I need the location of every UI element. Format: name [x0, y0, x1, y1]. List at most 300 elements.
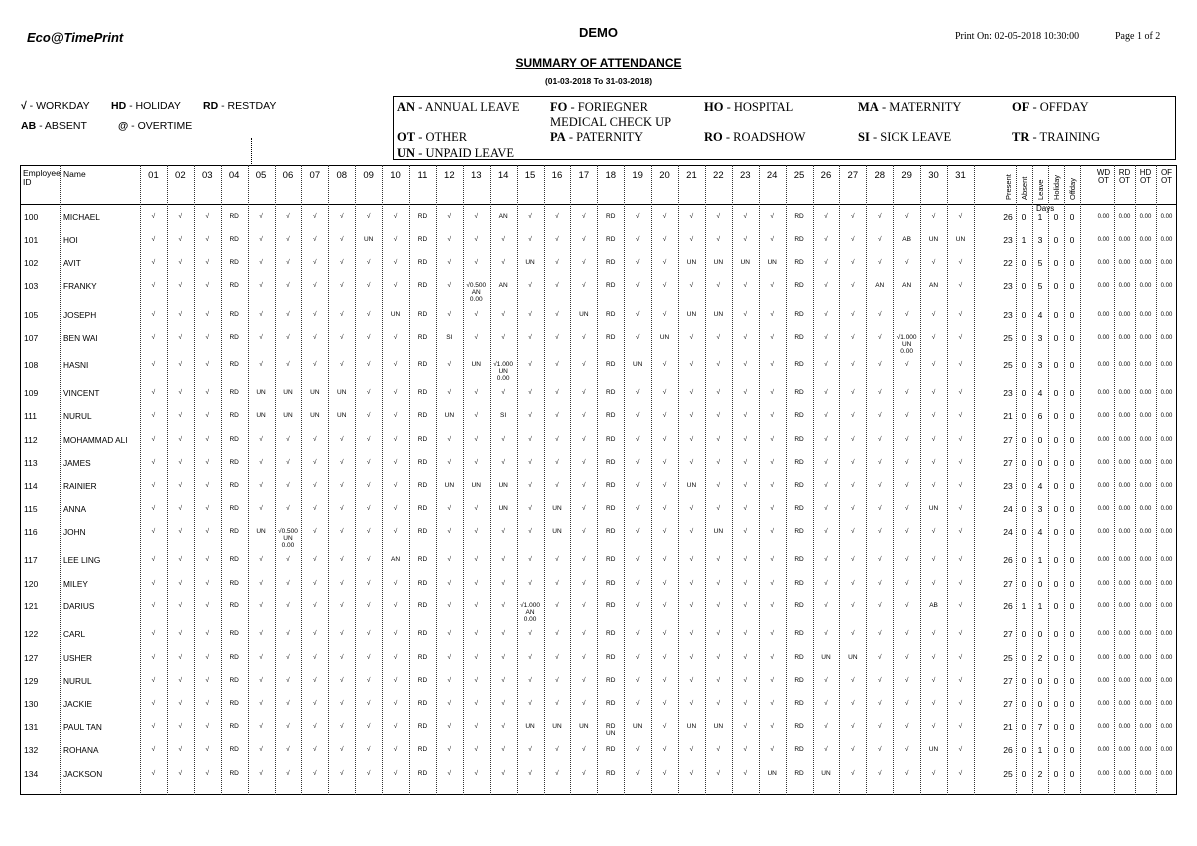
attendance-mark-line: √: [205, 459, 210, 466]
attendance-mark-line: √: [366, 282, 371, 289]
attendance-mark: [839, 746, 866, 753]
attendance-mark: [597, 282, 624, 289]
attendance-mark: [328, 746, 355, 753]
attendance-mark: [624, 412, 651, 419]
attendance-mark: [221, 213, 248, 220]
attendance-mark: [382, 236, 409, 243]
day-count: 3: [1037, 235, 1043, 245]
attendance-mark-line: √: [474, 389, 479, 396]
attendance-mark-line: 0.00: [496, 375, 510, 382]
legend-code: AB: [21, 120, 37, 132]
attendance-mark: [920, 723, 947, 730]
attendance-mark-line: √: [582, 259, 586, 266]
attendance-mark-line: √: [824, 746, 828, 753]
attendance-mark-line: √: [770, 746, 774, 753]
attendance-mark: [167, 580, 194, 587]
attendance-mark-line: AN: [498, 213, 508, 220]
attendance-mark: [221, 412, 248, 419]
column-header-day: 09: [363, 170, 374, 181]
attendance-mark: [893, 602, 920, 609]
attendance-mark-line: UN: [337, 389, 347, 396]
attendance-mark-line: RD: [417, 746, 428, 753]
attendance-mark-line: RD: [606, 282, 616, 289]
attendance-mark-line: √: [528, 412, 532, 419]
legend-label: - HOLIDAY: [126, 100, 181, 112]
attendance-mark-line: √: [528, 746, 532, 753]
attendance-mark-line: √: [259, 556, 263, 563]
attendance-mark-line: √: [824, 482, 828, 489]
attendance-mark: [624, 505, 651, 512]
day-count: 0: [1053, 527, 1059, 537]
attendance-mark-line: √: [770, 677, 774, 684]
attendance-mark-line: RD: [229, 677, 239, 684]
column-header-employee-id: Employee ID: [23, 168, 61, 187]
day-count: 0: [1037, 699, 1043, 709]
attendance-mark: [624, 723, 651, 730]
attendance-mark: [194, 556, 221, 563]
attendance-mark: [436, 580, 463, 587]
attendance-mark: [920, 770, 947, 777]
attendance-mark-line: √: [393, 361, 398, 368]
attendance-mark-line: √: [555, 580, 559, 587]
attendance-mark: [167, 630, 194, 637]
attendance-mark: [301, 677, 328, 684]
ot-value: 0.00: [1160, 362, 1173, 368]
attendance-mark: [140, 436, 167, 443]
attendance-mark-line: √: [958, 311, 963, 318]
attendance-mark-line: √: [958, 459, 963, 466]
legend-label: MEDICAL CHECK UP: [550, 115, 672, 129]
ot-value: 0.00: [1118, 603, 1131, 609]
attendance-mark-line: RD: [606, 602, 616, 609]
employee-name: USHER: [63, 653, 93, 663]
attendance-mark-line: √: [851, 389, 855, 396]
attendance-mark: [947, 556, 974, 563]
attendance-mark: [490, 677, 517, 684]
day-count: 0: [1069, 258, 1075, 268]
attendance-mark-line: √: [393, 334, 398, 341]
day-count: 0: [1021, 555, 1027, 565]
attendance-mark: [517, 654, 544, 661]
attendance-mark-line: UN: [310, 389, 320, 396]
attendance-mark-line: √: [286, 334, 290, 341]
attendance-mark-line: √: [582, 677, 586, 684]
attendance-mark-line: √: [313, 580, 317, 587]
attendance-mark: [544, 389, 571, 396]
attendance-mark-line: √: [931, 213, 936, 220]
attendance-mark-line: RD: [606, 505, 616, 512]
attendance-mark: [328, 528, 355, 535]
attendance-mark: [140, 259, 167, 266]
attendance-mark: [463, 556, 490, 563]
attendance-mark: [490, 580, 517, 587]
attendance-mark: [624, 482, 651, 489]
legend-label: - WORKDAY: [26, 100, 90, 112]
attendance-mark: [813, 700, 840, 707]
attendance-mark: [597, 459, 624, 466]
attendance-mark: [624, 282, 651, 289]
attendance-mark-line: RD: [417, 389, 428, 396]
ot-header-line: WD: [1096, 168, 1111, 177]
ot-value: 0.00: [1160, 312, 1173, 318]
attendance-mark: [839, 236, 866, 243]
day-count: 0: [1053, 769, 1059, 779]
attendance-mark-line: √: [851, 412, 855, 419]
attendance-mark-line: √: [366, 770, 371, 777]
attendance-mark-line: √: [313, 654, 317, 661]
column-header-day: 20: [659, 170, 670, 181]
attendance-mark-line: √: [716, 361, 721, 368]
attendance-mark: [947, 436, 974, 443]
attendance-mark-line: RD: [794, 389, 804, 396]
attendance-mark: [167, 259, 194, 266]
attendance-mark: [544, 580, 571, 587]
attendance-mark-line: √: [635, 334, 640, 341]
ot-value: 0.00: [1160, 483, 1173, 489]
attendance-mark: [651, 528, 678, 535]
attendance-mark-line: √: [931, 259, 936, 266]
day-count: 4: [1037, 481, 1043, 491]
attendance-mark: [436, 482, 463, 489]
attendance-mark: [732, 746, 759, 753]
attendance-mark: [328, 311, 355, 318]
attendance-mark: [275, 770, 302, 777]
attendance-mark: [624, 580, 651, 587]
attendance-mark-line: √: [366, 580, 371, 587]
attendance-mark: [705, 528, 732, 535]
attendance-mark-line: √: [877, 602, 882, 609]
attendance-mark: [248, 770, 275, 777]
attendance-mark: [248, 436, 275, 443]
attendance-mark: [194, 700, 221, 707]
attendance-mark-line: √: [259, 259, 263, 266]
attendance-mark-line: √: [904, 770, 909, 777]
attendance-mark: [759, 770, 786, 777]
legend-code: @: [118, 120, 129, 132]
attendance-mark: [140, 630, 167, 637]
attendance-mark-line: √: [931, 436, 936, 443]
attendance-mark: [759, 505, 786, 512]
attendance-mark-line: √: [501, 389, 505, 396]
attendance-mark-line: RD: [229, 311, 239, 318]
ot-value: 0.00: [1139, 724, 1152, 730]
attendance-mark: [786, 630, 813, 637]
attendance-mark: [355, 770, 382, 777]
leave-legend-box: [393, 96, 1176, 160]
attendance-mark-line: √: [582, 459, 586, 466]
report-period: (01-03-2018 To 31-03-2018): [544, 76, 653, 86]
ot-header-line: OT: [1139, 176, 1152, 185]
attendance-mark: [194, 654, 221, 661]
attendance-mark-line: √: [178, 334, 183, 341]
attendance-mark: [624, 677, 651, 684]
attendance-mark-line: √: [366, 602, 371, 609]
attendance-mark: [651, 723, 678, 730]
attendance-mark-line: √: [205, 580, 210, 587]
attendance-mark: [382, 259, 409, 266]
attendance-mark-line: √: [339, 213, 344, 220]
employee-name: NURUL: [63, 676, 92, 686]
attendance-mark: [275, 389, 302, 396]
attendance-mark-line: √: [205, 213, 210, 220]
attendance-mark: [732, 505, 759, 512]
legend-code: AN: [397, 100, 416, 114]
attendance-mark-line: √: [393, 630, 398, 637]
day-count: 0: [1069, 458, 1075, 468]
ot-value: 0.00: [1160, 237, 1173, 243]
attendance-mark: [221, 677, 248, 684]
day-count: 23: [1003, 235, 1013, 245]
attendance-mark: [463, 770, 490, 777]
attendance-mark-line: √: [743, 482, 748, 489]
attendance-mark-line: √: [824, 282, 828, 289]
legend-code: RD: [203, 100, 219, 112]
ot-value: 0.00: [1160, 557, 1173, 563]
attendance-mark: [920, 334, 947, 341]
attendance-mark: [140, 556, 167, 563]
attendance-mark: [355, 459, 382, 466]
ot-value: 0.00: [1097, 655, 1110, 661]
attendance-mark-line: √: [743, 677, 748, 684]
attendance-mark-line: √: [151, 654, 156, 661]
attendance-mark-line: RD: [794, 236, 804, 243]
attendance-mark-line: √: [205, 677, 210, 684]
attendance-mark-line: √: [205, 236, 210, 243]
attendance-mark: [597, 580, 624, 587]
attendance-mark-line: √: [474, 556, 479, 563]
column-header-day: 30: [928, 170, 939, 181]
attendance-mark-line: √: [958, 528, 963, 535]
attendance-mark: [248, 505, 275, 512]
attendance-mark: [194, 412, 221, 419]
attendance-mark: [732, 723, 759, 730]
attendance-mark: [194, 602, 221, 609]
attendance-mark: [570, 556, 597, 563]
employee-id: 116: [24, 527, 38, 537]
day-count: 0: [1021, 653, 1027, 663]
day-count: 23: [1003, 281, 1013, 291]
attendance-mark: [463, 654, 490, 661]
attendance-mark: [651, 505, 678, 512]
attendance-mark-line: √: [877, 580, 882, 587]
attendance-mark-line: √: [501, 528, 505, 535]
attendance-mark: [920, 459, 947, 466]
day-count: 0: [1053, 579, 1059, 589]
attendance-mark-line: √: [447, 528, 452, 535]
attendance-mark: [382, 528, 409, 535]
attendance-mark-line: √: [635, 580, 640, 587]
attendance-mark: [624, 630, 651, 637]
attendance-mark: [920, 677, 947, 684]
day-count: 0: [1053, 676, 1059, 686]
attendance-mark: [194, 436, 221, 443]
attendance-mark: [570, 436, 597, 443]
attendance-mark-line: √: [877, 361, 882, 368]
attendance-mark: [839, 700, 866, 707]
attendance-mark-line: √: [447, 213, 452, 220]
attendance-mark: [678, 459, 705, 466]
legend-code: UN: [397, 146, 416, 160]
attendance-mark-line: √: [716, 556, 721, 563]
attendance-mark: [570, 723, 597, 730]
ot-value: 0.00: [1139, 437, 1152, 443]
attendance-mark-line: RD: [229, 746, 239, 753]
attendance-mark-line: √: [662, 236, 667, 243]
employee-name: MICHAEL: [63, 212, 100, 222]
attendance-mark-line: √: [259, 459, 263, 466]
attendance-mark: [463, 630, 490, 637]
legend-label: - RESTDAY: [218, 100, 277, 112]
attendance-mark-line: √: [743, 389, 748, 396]
day-count: 0: [1069, 527, 1075, 537]
employee-name: CARL: [63, 629, 86, 639]
day-count: 0: [1053, 504, 1059, 514]
employee-name: NURUL: [63, 411, 92, 421]
attendance-mark: [624, 528, 651, 535]
attendance-mark: [759, 654, 786, 661]
attendance-mark-line: √: [474, 770, 479, 777]
attendance-mark: [678, 282, 705, 289]
attendance-mark: [463, 528, 490, 535]
day-count: 0: [1021, 281, 1027, 291]
attendance-mark-line: √: [501, 459, 505, 466]
attendance-mark: [140, 505, 167, 512]
attendance-mark-line: RD: [794, 361, 804, 368]
attendance-mark: [651, 630, 678, 637]
attendance-mark: [866, 723, 893, 730]
attendance-mark-line: √: [474, 654, 479, 661]
attendance-mark-line: RD: [794, 602, 804, 609]
attendance-mark-line: √: [205, 361, 210, 368]
attendance-mark: [813, 746, 840, 753]
attendance-mark-line: √: [151, 259, 156, 266]
attendance-mark: [839, 505, 866, 512]
attendance-mark-line: UN: [552, 723, 562, 730]
attendance-mark: [301, 459, 328, 466]
attendance-mark: [839, 654, 866, 661]
attendance-mark-line: 0.00: [469, 296, 483, 303]
legend-sick-leave: [858, 130, 951, 145]
attendance-mark: [436, 654, 463, 661]
attendance-mark-line: √: [582, 389, 586, 396]
ot-value: 0.00: [1160, 283, 1173, 289]
attendance-mark: [705, 282, 732, 289]
employee-name: HOI: [63, 235, 78, 245]
day-count: 1: [1021, 235, 1027, 245]
attendance-mark: [920, 436, 947, 443]
attendance-mark: [140, 770, 167, 777]
attendance-mark: [839, 630, 866, 637]
attendance-mark-line: √: [635, 602, 640, 609]
legend-holiday: [111, 100, 181, 112]
attendance-mark: [813, 334, 840, 341]
attendance-mark: [490, 556, 517, 563]
attendance-mark-line: UN: [310, 412, 320, 419]
ot-value: 0.00: [1139, 483, 1152, 489]
attendance-mark-line: √: [313, 677, 317, 684]
attendance-mark-line: √: [635, 459, 640, 466]
attendance-mark-line: √: [743, 505, 748, 512]
attendance-mark-line: √: [743, 334, 748, 341]
ot-value: 0.00: [1097, 603, 1110, 609]
attendance-mark: [839, 602, 866, 609]
attendance-mark: [490, 700, 517, 707]
day-count: 0: [1021, 579, 1027, 589]
attendance-mark-line: √: [339, 259, 344, 266]
attendance-mark: [382, 677, 409, 684]
employee-id: 103: [24, 281, 39, 291]
attendance-mark: [382, 723, 409, 730]
attendance-mark: [597, 556, 624, 563]
attendance-mark: [275, 412, 302, 419]
day-count: 4: [1037, 388, 1043, 398]
attendance-mark: [759, 436, 786, 443]
attendance-mark: [463, 505, 490, 512]
attendance-mark: [167, 700, 194, 707]
column-header-count: Offday: [1068, 178, 1077, 200]
attendance-mark-line: √: [259, 723, 263, 730]
attendance-mark: [866, 580, 893, 587]
attendance-mark: [248, 654, 275, 661]
attendance-mark: [221, 259, 248, 266]
attendance-mark: [301, 311, 328, 318]
employee-id: 109: [24, 388, 39, 398]
attendance-mark: [651, 236, 678, 243]
attendance-mark: [786, 556, 813, 563]
ot-value: 0.00: [1118, 771, 1131, 777]
attendance-mark: [544, 213, 571, 220]
attendance-mark: [813, 630, 840, 637]
ot-value: 0.00: [1139, 214, 1152, 220]
attendance-mark-line: RD: [606, 236, 616, 243]
attendance-mark: [597, 700, 624, 707]
attendance-mark-line: √: [716, 459, 721, 466]
attendance-mark-line: RD: [794, 630, 804, 637]
attendance-mark: [813, 505, 840, 512]
attendance-mark: [947, 654, 974, 661]
attendance-mark-line: √: [904, 630, 909, 637]
attendance-mark: [786, 282, 813, 289]
attendance-mark: [866, 436, 893, 443]
attendance-mark: [705, 259, 732, 266]
employee-name: JACKIE: [63, 699, 93, 709]
column-header-ot: [1114, 169, 1135, 185]
attendance-mark: [167, 436, 194, 443]
attendance-mark: [355, 213, 382, 220]
attendance-mark: [678, 236, 705, 243]
report-title-text: SUMMARY OF ATTENDANCE: [515, 56, 682, 70]
attendance-mark-line: √: [339, 602, 344, 609]
attendance-mark-line: √: [205, 723, 210, 730]
attendance-mark-line: √: [259, 282, 263, 289]
ot-value: 0.00: [1097, 581, 1110, 587]
employee-id: 113: [24, 458, 38, 468]
ot-value: 0.00: [1139, 631, 1152, 637]
attendance-mark-line: √: [528, 389, 532, 396]
attendance-mark-line: RD: [417, 654, 428, 661]
attendance-mark-line: √: [151, 528, 156, 535]
day-count: 0: [1069, 555, 1075, 565]
attendance-mark: [517, 700, 544, 707]
attendance-mark-line: RD: [606, 412, 616, 419]
day-count: 0: [1069, 699, 1075, 709]
attendance-mark-line: √: [635, 412, 640, 419]
column-header-day: 15: [524, 170, 536, 181]
attendance-mark-line: √: [205, 311, 210, 318]
attendance-mark: [732, 482, 759, 489]
ot-value: 0.00: [1160, 581, 1173, 587]
attendance-mark: [839, 459, 866, 466]
